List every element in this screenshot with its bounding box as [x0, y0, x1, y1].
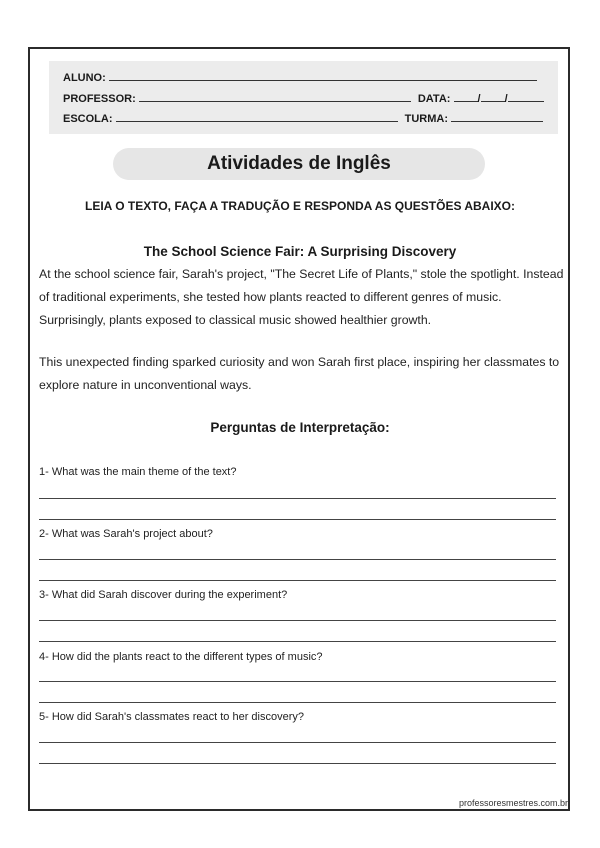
question-1: 1- What was the main theme of the text?: [39, 466, 237, 478]
answer-line-4a[interactable]: [39, 681, 556, 682]
turma-field[interactable]: [451, 111, 543, 122]
question-4: 4- How did the plants react to the different types of music?: [39, 651, 323, 663]
escola-row: [63, 111, 543, 125]
data-label: DATA:: [417, 93, 451, 105]
footer-url: professoresmestres.com.br: [458, 798, 568, 808]
instruction-text: LEIA O TEXTO, FAÇA A TRADUÇÃO E RESPONDA AS QUESTÕES ABAIXO:: [84, 199, 516, 213]
answer-line-4b[interactable]: [39, 702, 556, 703]
question-5: 5- How did Sarah's classmates react to her discovery?: [39, 711, 304, 723]
story-title: The School Science Fair: A Surprising Discovery: [143, 244, 457, 259]
answer-line-5a[interactable]: [39, 742, 556, 743]
student-info-box: [49, 61, 558, 134]
answer-line-3a[interactable]: [39, 620, 556, 621]
professor-field[interactable]: [139, 91, 411, 102]
aluno-field[interactable]: [109, 70, 537, 81]
answer-line-1b[interactable]: [39, 519, 556, 520]
question-3: 3- What did Sarah discover during the experiment?: [39, 589, 288, 601]
answer-line-2b[interactable]: [39, 580, 556, 581]
date-day-field[interactable]: [454, 91, 478, 102]
story-paragraph-1: At the school science fair, Sarah's project, "The Secret Life of Plants," stole the spotlight. Instead of traditional experiments, she tested how plants reacted to different genres of music. Surprisingly, plants exposed to classical music showed healthier growth.: [39, 267, 564, 327]
escola-field[interactable]: [116, 111, 398, 122]
professor-row: PROFESSOR: DATA: / /: [63, 91, 544, 105]
escola-label: ESCOLA:: [63, 113, 113, 125]
answer-line-5b[interactable]: [39, 763, 556, 764]
page-title: Atividades de Inglês: [113, 148, 485, 180]
questions-heading: Perguntas de Interpretação:: [210, 420, 390, 435]
professor-label: PROFESSOR:: [63, 93, 136, 105]
answer-line-3b[interactable]: [39, 641, 556, 642]
aluno-label: ALUNO:: [63, 72, 106, 84]
aluno-row: [63, 70, 537, 84]
story-paragraph-2: This unexpected finding sparked curiosity and won Sarah first place, inspiring her classmates to explore nature in unconventional ways.: [39, 355, 560, 392]
answer-line-2a[interactable]: [39, 559, 556, 560]
turma-label: TURMA:: [404, 113, 449, 125]
question-2: 2- What was Sarah's project about?: [39, 528, 213, 540]
date-year-field[interactable]: [508, 91, 544, 102]
date-month-field[interactable]: [481, 91, 505, 102]
answer-line-1a[interactable]: [39, 498, 556, 499]
